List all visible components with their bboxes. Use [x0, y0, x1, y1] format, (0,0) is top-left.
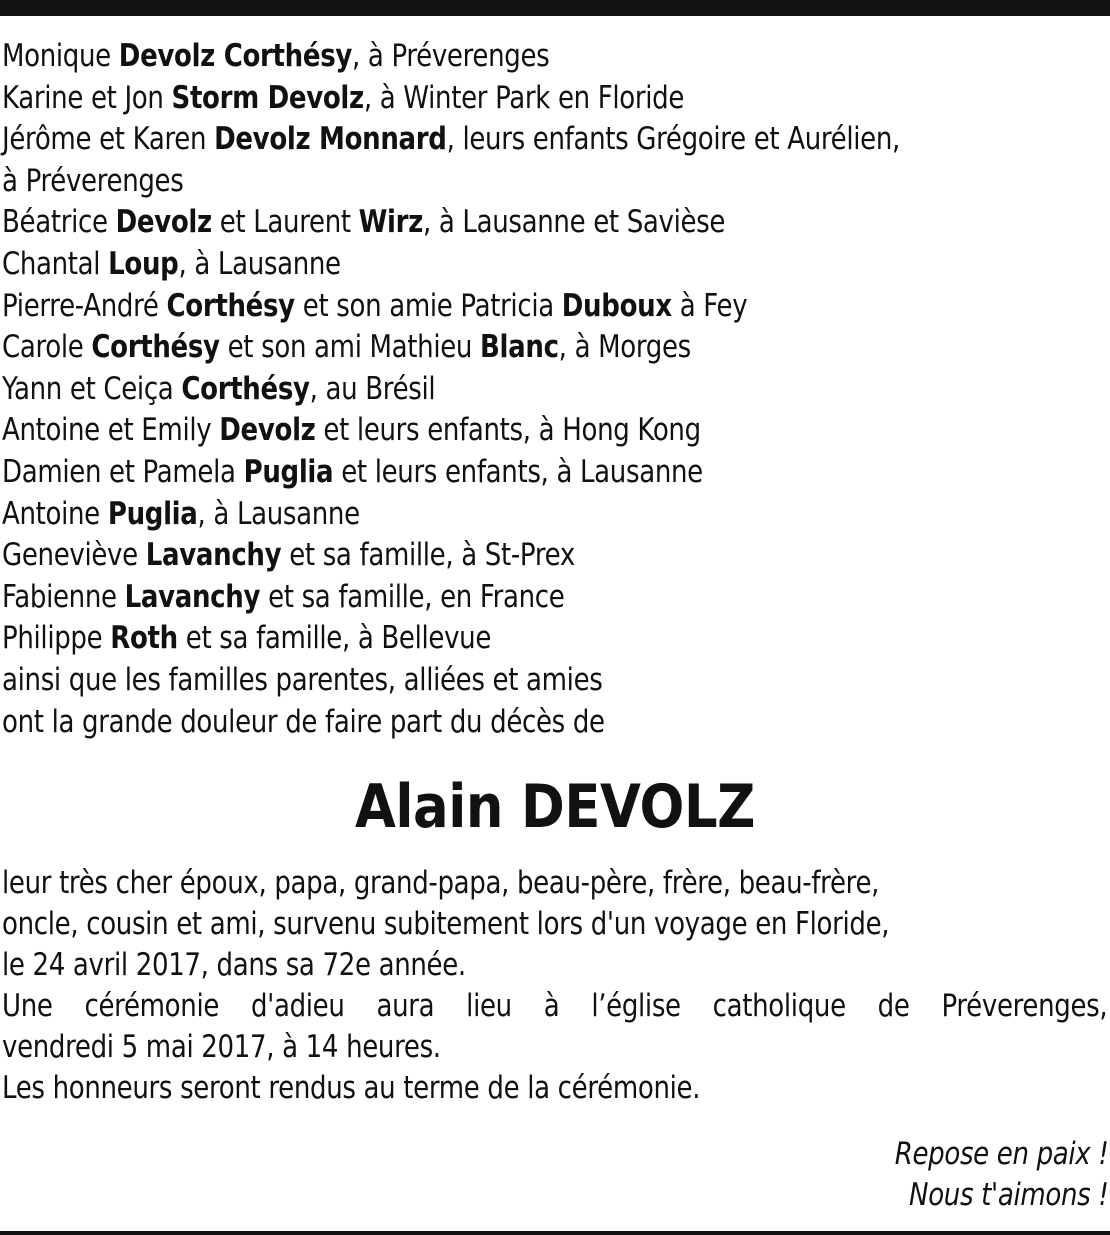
mourner-text: Béatrice [2, 204, 116, 241]
detail-word: à [543, 988, 560, 1025]
family-name: Corthésy [181, 370, 310, 407]
mourner-text: , à Winter Park en Floride [363, 79, 685, 116]
mourner-text: et leurs enfants, à Hong Kong [315, 412, 701, 449]
detail-line [2, 986, 1107, 1027]
mourner-line [2, 618, 931, 660]
mourner-text: Karine et Jon [2, 79, 172, 116]
bottom-rule [0, 1231, 1110, 1235]
detail-word: Une [2, 988, 53, 1025]
announcement-details [2, 863, 1108, 1109]
family-name: Puglia [243, 453, 334, 490]
family-name: Duboux [561, 287, 672, 324]
detail-word: aura [376, 988, 435, 1025]
family-name: Devolz [115, 204, 212, 241]
mourner-text: , leurs enfants Grégoire et Aurélien, [446, 121, 900, 158]
family-name: Puglia [107, 495, 198, 532]
closing-words [854, 1134, 1108, 1216]
family-name: Lavanchy [124, 578, 261, 615]
mourner-text: et leurs enfants, à Lausanne [333, 453, 703, 490]
family-name: Blanc [480, 329, 559, 366]
detail-word: d'adieu [250, 988, 345, 1025]
obituary-notice [2, 36, 1108, 1109]
detail-word: l’église [591, 988, 681, 1025]
mourner-line [2, 660, 931, 702]
family-name: Devolz [219, 412, 316, 449]
family-name: Lavanchy [145, 537, 282, 574]
top-rule [0, 0, 1110, 16]
mourner-text: , au Brésil [309, 370, 436, 407]
mourner-text: Jérôme et Karen [2, 121, 215, 158]
detail-line: oncle, cousin et ami, survenu subitement lors d'un voyage en Floride, [2, 906, 890, 943]
family-name: Wirz [358, 204, 423, 241]
mourner-line [2, 494, 931, 536]
mourner-line [2, 535, 931, 577]
mourner-text: Yann et Ceiça [2, 370, 182, 407]
mourner-text: , à Préverenges [352, 38, 550, 74]
mourner-text: ont la grande douleur de faire part du décès de [2, 703, 605, 740]
mourner-text: à Fey [671, 287, 748, 324]
family-name: Storm Devolz [171, 79, 364, 116]
detail-line: le 24 avril 2017, dans sa 72e année. [2, 947, 466, 984]
mourners-list [2, 36, 1108, 743]
mourner-line [2, 369, 931, 411]
mourner-text: et sa famille, à St-Prex [281, 537, 575, 574]
mourner-line [2, 327, 931, 369]
mourner-line [2, 202, 931, 244]
mourner-text: Pierre-André [2, 287, 167, 324]
mourner-line [2, 244, 931, 286]
detail-line: vendredi 5 mai 2017, à 14 heures. [2, 1029, 441, 1066]
family-name: Loup [108, 245, 179, 282]
family-name: Corthésy [166, 287, 295, 324]
mourner-text: Antoine [2, 495, 108, 532]
mourner-text: et sa famille, en France [260, 578, 565, 615]
detail-word: cérémonie [84, 988, 220, 1025]
family-name: Devolz Monnard [214, 121, 447, 158]
mourner-line [2, 577, 931, 619]
mourner-text: et Laurent [211, 204, 359, 241]
mourner-text: et sa famille, à Bellevue [177, 620, 492, 657]
family-name: Corthésy [91, 329, 220, 366]
closing-line-2: Nous t'aimons ! [908, 1177, 1108, 1213]
mourner-line [2, 161, 931, 203]
mourner-text: , à Lausanne [178, 245, 341, 282]
mourner-text: Geneviève [2, 537, 146, 574]
mourner-text: Damien et Pamela [2, 453, 244, 490]
mourner-text: , à Lausanne [197, 495, 360, 532]
mourner-text: , à Morges [558, 329, 691, 366]
deceased-name: Alain DEVOLZ [354, 772, 756, 843]
mourner-line [2, 410, 931, 452]
mourner-text: Carole [2, 329, 92, 366]
mourner-line [2, 78, 931, 120]
mourner-text: Philippe [2, 620, 111, 657]
detail-word: Préverenges, [941, 988, 1108, 1025]
family-name: Roth [110, 620, 178, 657]
mourner-text: Chantal [2, 245, 109, 282]
mourner-line [2, 702, 931, 744]
detail-word: lieu [466, 988, 512, 1025]
mourner-text: et son ami Mathieu [219, 329, 481, 366]
mourner-line [2, 36, 931, 78]
detail-word: de [877, 988, 910, 1025]
family-name: Devolz Corthésy [118, 38, 353, 74]
mourner-line [2, 452, 931, 494]
mourner-text: et son amie Patricia [294, 287, 562, 324]
mourner-text: à Préverenges [2, 162, 184, 199]
detail-line: leur très cher époux, papa, grand-papa, beau-père, frère, beau-frère, [2, 865, 880, 902]
mourner-text: Fabienne [2, 578, 125, 615]
detail-word: catholique [712, 988, 846, 1025]
mourner-text: Monique [2, 38, 119, 74]
mourner-text: ainsi que les familles parentes, alliées et amies [2, 661, 603, 698]
mourner-text: , à Lausanne et Savièse [422, 204, 726, 241]
mourner-line [2, 119, 931, 161]
closing-line-1: Repose en paix ! [894, 1136, 1108, 1172]
detail-line: Les honneurs seront rendus au terme de la cérémonie. [2, 1070, 701, 1107]
mourner-text: Antoine et Emily [2, 412, 220, 449]
mourner-line [2, 286, 931, 328]
